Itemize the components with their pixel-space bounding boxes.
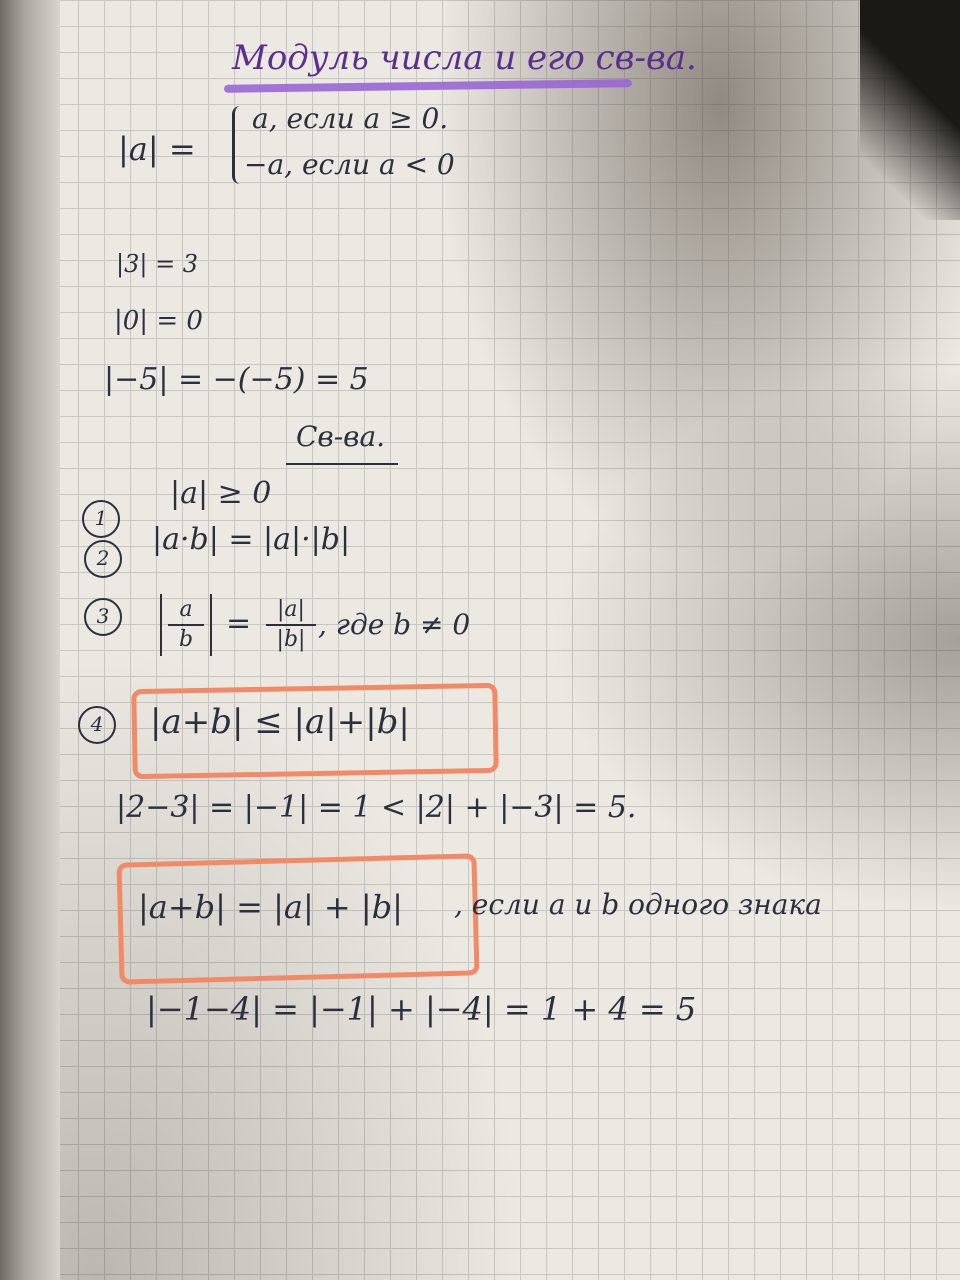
property-number-badge: 4 <box>78 706 116 744</box>
fraction-denominator: b <box>178 627 194 652</box>
example-equality: |−1−4| = |−1| + |−4| = 1 + 4 = 5 <box>146 990 697 1028</box>
page-title: Модуль числа и его св-ва. <box>232 38 697 78</box>
example-line: |0| = 0 <box>114 306 203 336</box>
fraction-numerator: a <box>168 596 204 626</box>
properties-heading-underline <box>286 463 398 465</box>
property-number-badge: 2 <box>84 540 122 578</box>
equality-condition: , если a и b одного знака <box>454 888 822 921</box>
page-shadow <box>860 0 960 220</box>
property-number-badge: 1 <box>82 500 120 538</box>
definition-case-positive: a, если a ≥ 0. <box>252 102 449 135</box>
fraction-lhs <box>168 596 204 654</box>
title-underline <box>224 79 632 93</box>
definition-lhs: |a| = <box>118 130 196 168</box>
equality-formula: |a+b| = |a| + |b| <box>138 888 403 926</box>
definition-case-negative: −a, если a < 0 <box>244 148 455 181</box>
fraction-numerator: |a| <box>266 596 316 626</box>
example-inequality: |2−3| = |−1| = 1 < |2| + |−3| = 5. <box>116 790 637 825</box>
triangle-inequality: |a+b| ≤ |a|+|b| <box>150 702 410 742</box>
example-line: |−5| = −(−5) = 5 <box>104 362 369 397</box>
property-condition: , где b ≠ 0 <box>318 608 471 641</box>
absolute-bar <box>160 594 162 656</box>
notebook-spine <box>0 0 60 1280</box>
property-number-badge: 3 <box>84 598 122 636</box>
properties-heading: Св-ва. <box>296 420 386 453</box>
property-formula: |a·b| = |a|·|b| <box>152 522 351 557</box>
absolute-bar <box>210 594 212 656</box>
equals-sign: = <box>226 606 252 641</box>
property-formula: |a| ≥ 0 <box>170 476 272 511</box>
example-line: |3| = 3 <box>116 250 199 278</box>
fraction-denominator: |b| <box>276 627 306 652</box>
fraction-rhs <box>266 596 316 654</box>
